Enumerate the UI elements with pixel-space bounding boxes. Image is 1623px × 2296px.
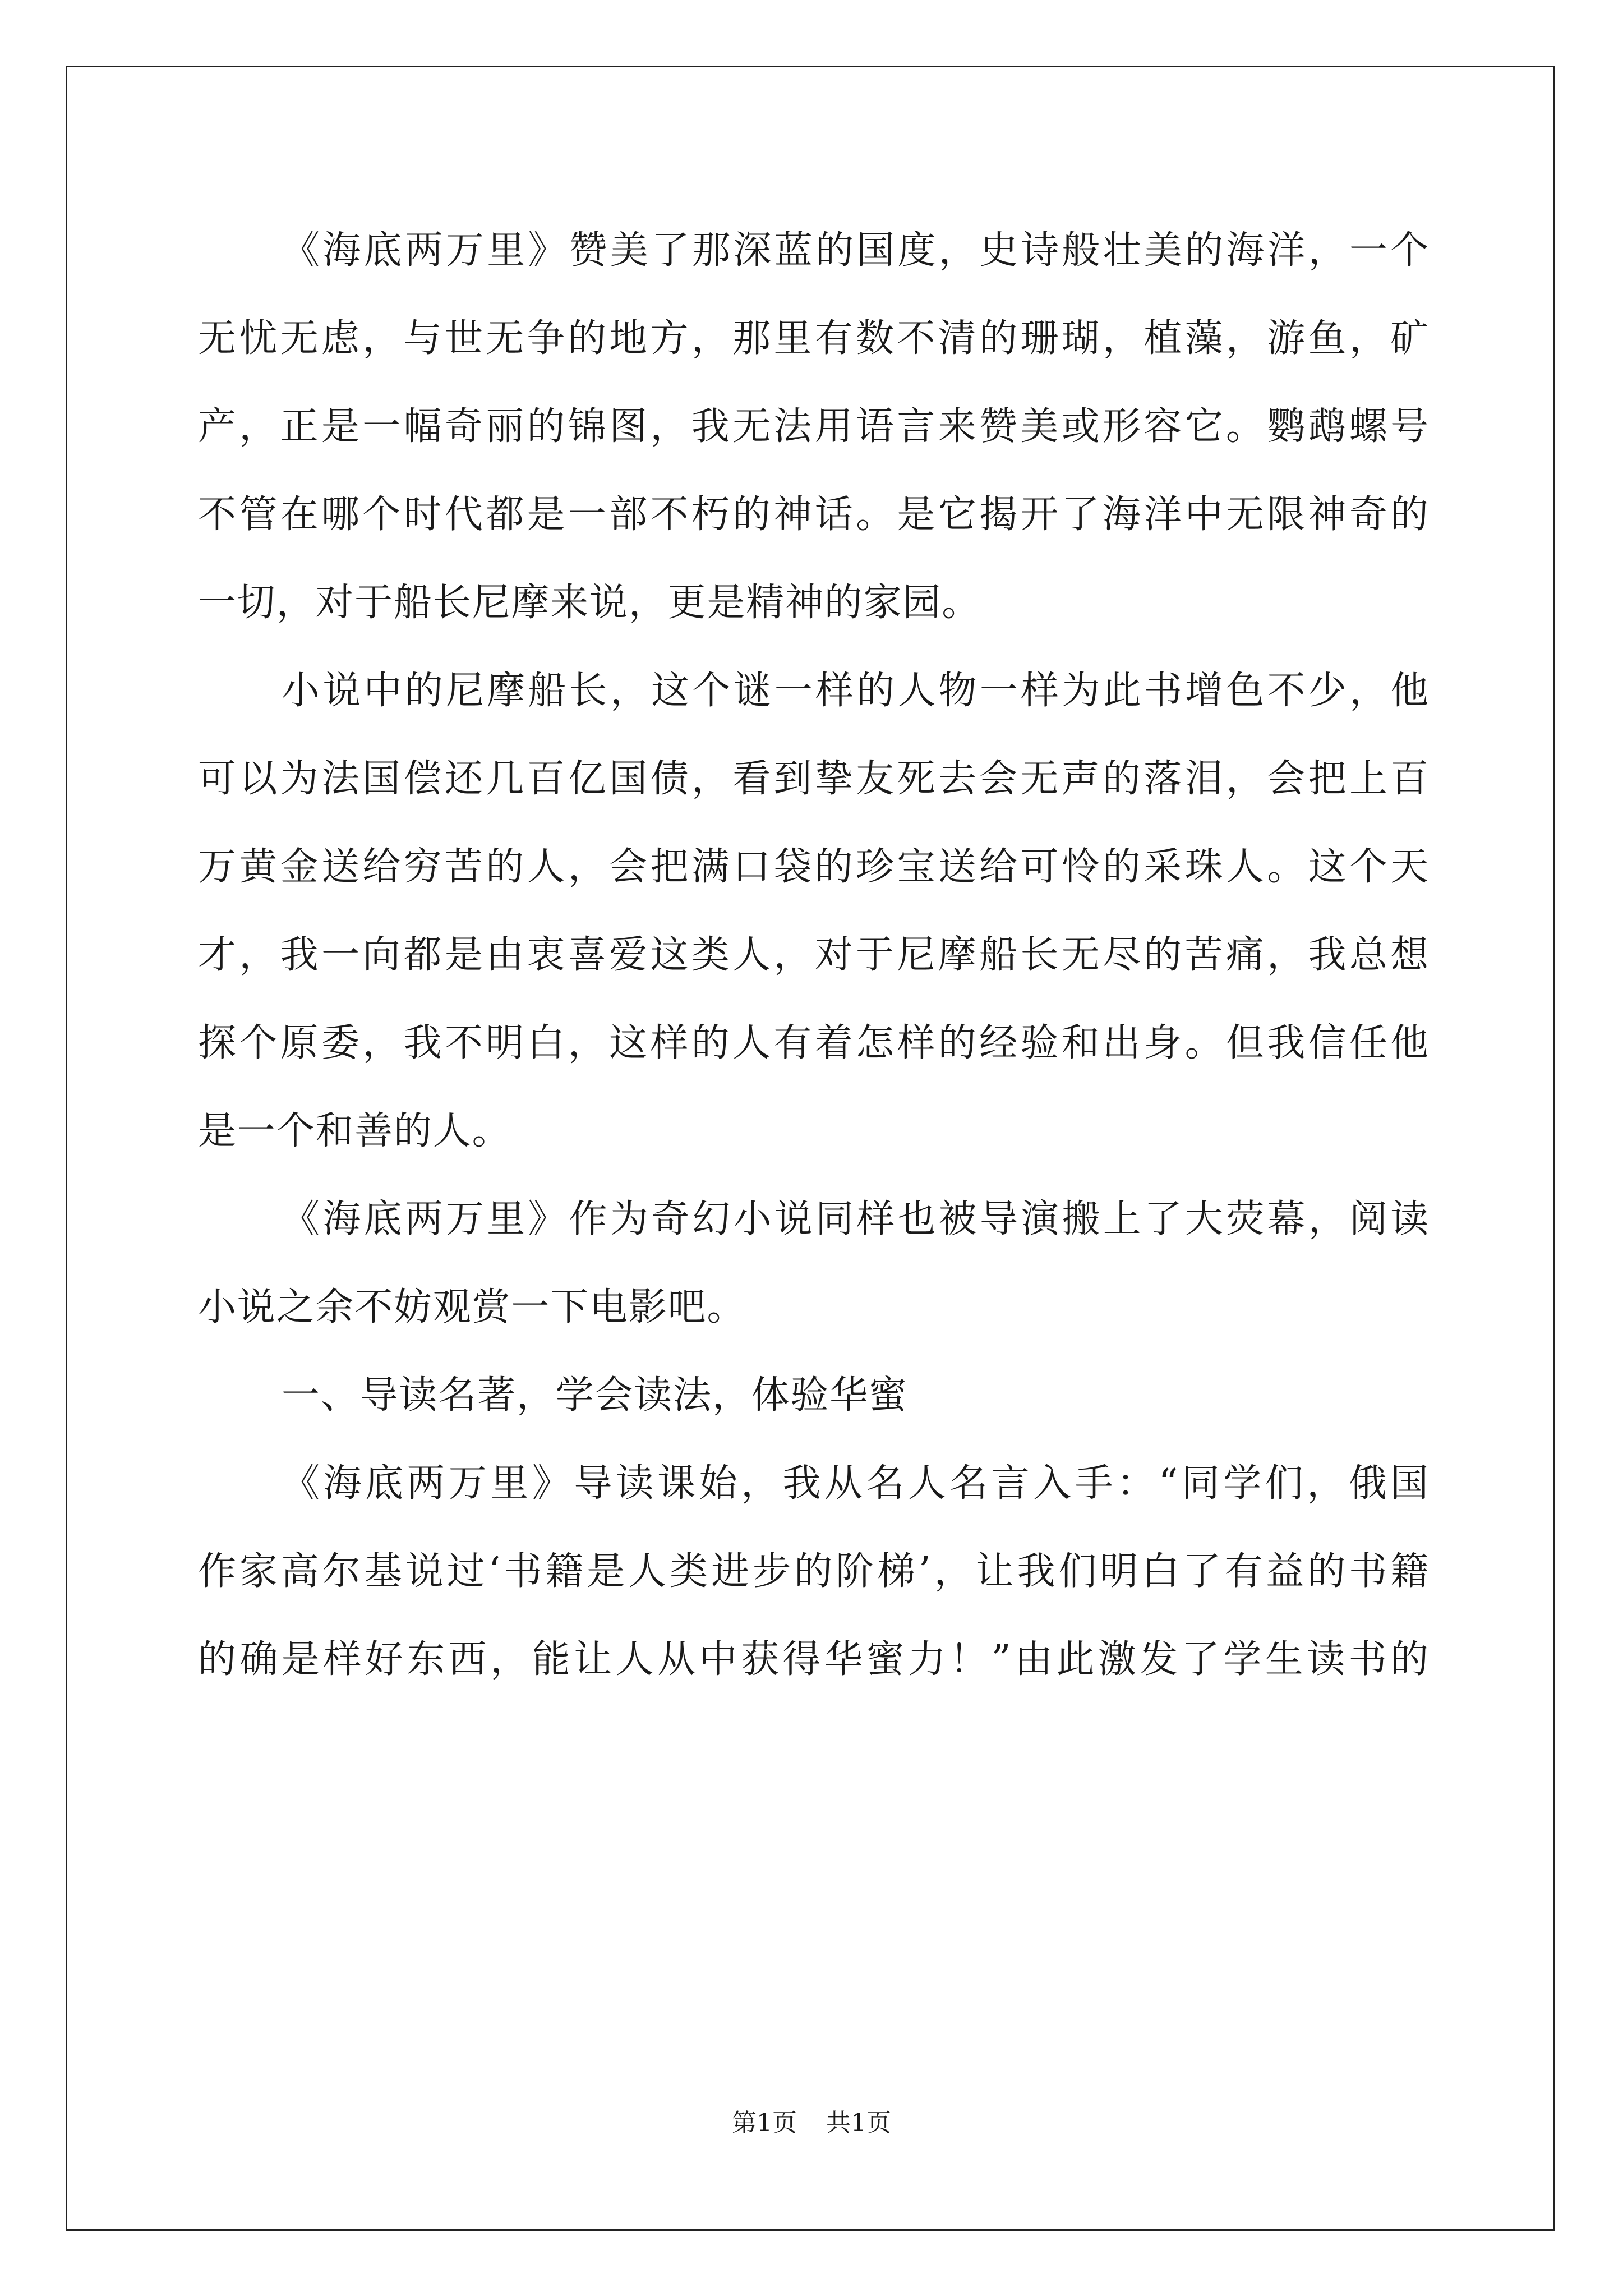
paragraph-2-line-1: 小说中的尼摩船长，这个谜一样的人物一样为此书增色不少，他 (282, 669, 1430, 713)
paragraph-1-line-4: 不管在哪个时代都是一部不朽的神话。是它揭开了海洋中无限神奇的 (198, 493, 1430, 537)
paragraph-4-line-3: 的确是样好东西，能让人从中获得华蜜力！”由此激发了学生读书的 (198, 1637, 1430, 1682)
paragraph-2-line-4: 才，我一向都是由衷喜爱这类人，对于尼摩船长无尽的苦痛，我总想 (198, 933, 1430, 977)
document-body (198, 215, 1430, 1713)
page-footer (0, 2106, 1623, 2140)
page-number: 第1页 (732, 2109, 797, 2137)
paragraph-2-line-2: 可以为法国偿还几百亿国债，看到挚友死去会无声的落泪，会把上百 (198, 757, 1430, 801)
paragraph-1-line-1: 《海底两万里》赞美了那深蓝的国度，史诗般壮美的海洋，一个 (282, 228, 1430, 273)
paragraph-2-line-5: 探个原委，我不明白，这样的人有着怎样的经验和出身。但我信任他 (198, 1021, 1430, 1065)
paragraph-2-line-3: 万黄金送给穷苦的人，会把满口袋的珍宝送给可怜的采珠人。这个天 (198, 845, 1430, 889)
paragraph-3-line-2: 小说之余不妨观赏一下电影吧。 (198, 1285, 746, 1329)
paragraph-1-line-3: 产，正是一幅奇丽的锦图，我无法用语言来赞美或形容它。鹦鹉螺号 (198, 404, 1430, 449)
paragraph-2-line-6: 是一个和善的人。 (198, 1109, 511, 1153)
paragraph-4-line-2: 作家高尔基说过‘书籍是人类进步的阶梯’，让我们明白了有益的书籍 (198, 1549, 1430, 1594)
paragraph-4-line-1: 《海底两万里》导读课始，我从名人名言入手：“同学们，俄国 (282, 1461, 1430, 1506)
page-total: 共1页 (826, 2109, 891, 2137)
paragraph-3-line-1: 《海底两万里》作为奇幻小说同样也被导演搬上了大荧幕，阅读 (282, 1197, 1430, 1241)
paragraph-1-line-5: 一切，对于船长尼摩来说，更是精神的家园。 (198, 581, 981, 625)
section-heading: 一、导读名著，学会读法，体验华蜜 (282, 1373, 908, 1418)
paragraph-1-line-2: 无忧无虑，与世无争的地方，那里有数不清的珊瑚，植藻，游鱼，矿 (198, 316, 1430, 361)
